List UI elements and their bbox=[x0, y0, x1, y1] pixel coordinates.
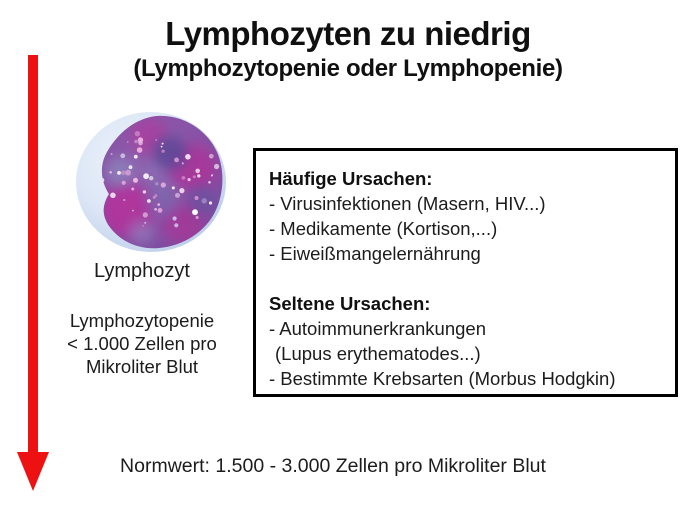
cause-item-continuation: (Lupus erythematodes...) bbox=[275, 343, 481, 364]
cell-caption-line: < 1.000 Zellen pro bbox=[67, 333, 217, 354]
cause-item: - Virusinfektionen (Masern, HIV...) bbox=[269, 193, 546, 214]
down-arrow-head-icon bbox=[17, 452, 49, 491]
cause-item: - Bestimmte Krebsarten (Morbus Hodgkin) bbox=[269, 368, 616, 389]
cause-item: - Medikamente (Kortison,...) bbox=[269, 218, 498, 239]
cell-caption-line: Lymphozytopenie bbox=[69, 310, 215, 331]
lymphocyte-cell-illustration bbox=[75, 110, 230, 255]
cell-caption bbox=[28, 309, 256, 378]
cause-item: - Autoimmunerkrankungen bbox=[269, 318, 486, 339]
normal-value-text: Normwert: 1.500 - 3.000 Zellen pro Mikroliter Blut bbox=[120, 455, 546, 477]
page-subtitle: (Lymphozytopenie oder Lymphopenie) bbox=[133, 55, 563, 82]
common-causes-heading: Häufige Ursachen: bbox=[269, 168, 433, 189]
spacer bbox=[269, 266, 667, 291]
rare-causes-heading: Seltene Ursachen: bbox=[269, 293, 431, 314]
page-title: Lymphozyten zu niedrig bbox=[165, 15, 531, 52]
down-arrow-icon bbox=[28, 55, 38, 453]
cell-caption-line: Mikroliter Blut bbox=[85, 356, 199, 377]
cause-item: - Eiweißmangelernährung bbox=[269, 243, 481, 264]
cell-label: Lymphozyt bbox=[94, 260, 190, 282]
causes-box bbox=[253, 148, 678, 397]
